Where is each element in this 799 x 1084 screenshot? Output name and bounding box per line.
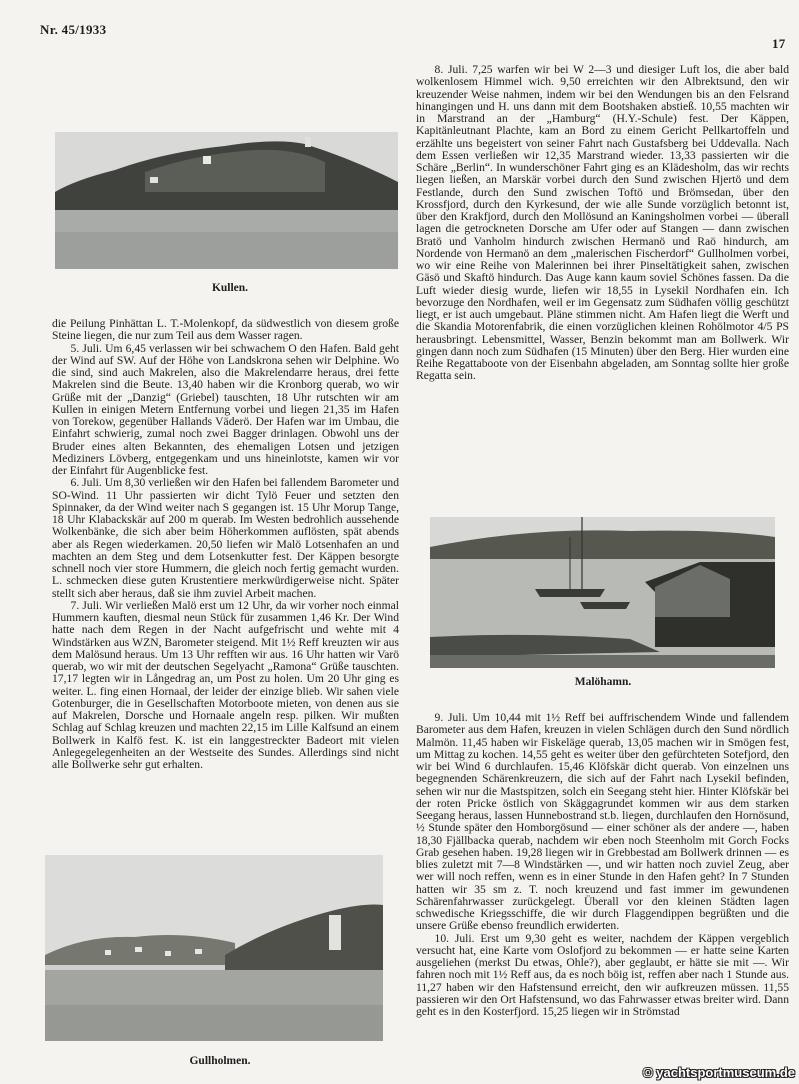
caption-malohamn: Malöhamn.: [574, 676, 632, 688]
paragraph: 10. Juli. Erst um 9,30 geht es weiter, nachdem der Käppen vergeblich versucht hat, eine Karte vom Oslofjord zu bekommen — er hatte seine Karten ausgeliehen (merkst Du etwas, Ohle?), aber geglaubt, er hätte sie mit —. Wir fahren noch mit 1½ Reff aus, da es noch böig ist, reffen aber nach 1 Stunde aus. 11,27 haben wir den Hafstensund erreicht, den wir aufkreuzen müssen. 11,55 passieren wir den Ort Hafstensund, wo das Fahrwasser etwas breiter wird. Dann geht es in den Kosterfjord. 15,25 liegen wir in Strömstad: [416, 931, 789, 1018]
page-number: 17: [772, 36, 786, 51]
paragraph: 5. Juli. Um 6,45 verlassen wir bei schwachem O den Hafen. Bald geht der Wind auf SW. Auf der Höhe von Landskrona sehen wir Delphine. Wo die sind, sind auch Makrelen, also die Makrelendarre heraus, drei fette Makrelen sind die Beute. 13,40 haben wir die Kronborg querab, wo wir Grüße mit der „Danzig“ (Griebel) tauschten, 18 Uhr rutschten wir am Kullen in einigen Metern Entfernung vorbei und liegen 21,35 im Hafen von Torekow, gegenüber Hallands Väderö. Der Hafen war im Umbau, die Einfahrt schwierig, zumal noch zwei Bagger drinlagen. Obwohl uns der Bruder eines alten Bekannten, des ehemaligen Lotsen und jetzigen Mediziners Lövberg, entgegenkam und uns hineinlotste, kamen wir vor der Einfahrt für Augenblicke fest.: [52, 341, 399, 477]
left-column-text: [52, 318, 399, 771]
paragraph: die Peilung Pinhättan L. T.-Molenkopf, da südwestlich von diesem große Steine liegen, die nur zum Teil aus dem Wasser ragen.: [52, 317, 399, 343]
paragraph: 6. Juli. Um 8,30 verließen wir den Hafen bei fallendem Barometer und SO-Wind. 11 Uhr passierten wir dicht Tylö Feuer und setzten den Spinnaker, da der Wind weiter nach S gegangen ist. 15 Uhr Morup Tange, 18 Uhr Klabackskär auf 200 m querab. Im Westen bedrohlich aussehende Wolkenbänke, die sich aber beim Höherkommen auflösten, spät abends aber als Regen wiederkamen. 20,50 liefen wir Malö Lotsenhafen an und machten an dem Steg und dem Lotsenkutter fest. Der Käppen besorgte schnell noch vier store Hummern, die gleich noch fertig gemacht wurden. L. schmecken diese guten Krustentiere merkwürdigerweise nicht. Später stellt sich aber heraus, daß sie ihm zuviel Arbeit machen.: [52, 476, 399, 600]
right-column-text-bottom: [416, 712, 789, 1018]
caption-kullen: Kullen.: [211, 282, 249, 294]
right-column-text-top: [416, 64, 789, 383]
watermark: © yachtsportmuseum.de: [643, 1065, 795, 1080]
photo-kullen: [55, 132, 398, 269]
photo-gullholmen: [45, 855, 383, 1041]
paragraph: 7. Juli. Wir verließen Malö erst um 12 Uhr, da wir vorher noch einmal Hummern kauften, diesmal neun Stück für zusammen 1,46 Kr. Der Wind hatte nach dem Regen in der Nacht aufgefrischt und wehte mit 4 Windstärken aus WZN, Barometer steigend. Mit 1½ Reff kreuzten wir aus dem Malösund heraus. Um 13 Uhr refften wir aus. 16 Uhr hatten wir Varö querab, wo wir mit der deutschen Segelyacht „Ramona“ Grüße tauschten. 17,17 legten wir in Långedrag an, um Post zu holen. Um 20 Uhr ging es weiter. L. fing einen Hornaal, der leider der einzige blieb. Wir sahen viele Gotenburger, die in Gesellschaften Motorboote mieten, von denen aus sie auf Makrelen, Dorsche und Hornaale angeln resp. pilken. Wir mußten Schlag auf Schlag kreuzen und machten 22,15 im Lille Kalfsund an einem Bollwerk in Kalfö fest. K. ist ein langgestreckter Badeort mit vielen Anlegegelegenheiten an der Westseite des Sundes. Allerdings sind nicht alle Bollwerke sehr gut erhalten.: [52, 598, 399, 771]
photo-malohamn: [430, 517, 775, 668]
issue-number: Nr. 45/1933: [40, 22, 107, 37]
paragraph: 9. Juli. Um 10,44 mit 1½ Reff bei auffrischendem Winde und fallendem Barometer aus dem Hafen, kreuzen in vielen Schlägen durch den Sund nördlich Malmön. 11,45 haben wir Fiskeläge querab, 13,05 machen wir in Smögen fest, um Mittag zu kochen. 14,55 geht es weiter über den gefürchteten Sotefjord, den wir bei Wind 6 durchlaufen. 15,46 Klöfskär dicht querab. Von einzelnen uns begegnenden Schärenkreuzern, die sich auf der Fahrt nach Lysekil befinden, sehen wir nur die Mastspitzen, solch ein Seegang steht hier. Hinter Klöfskär bei der roten Pricke östlich von Skäggagrundet kommen wir aus dem starken Seegang heraus, lassen Hunnebostrand st.b. liegen, durchlaufen den Hornösund, ½ Stunde später den Homborgösund — einer schöner als der andere —, haben 18,30 Fjällbacka querab, nachdem wir eben noch Steenholm mit Gorch Focks Grab gesehen haben. 19,28 liegen wir in Grebbestad am Bollwerk drinnen — es blies zuletzt mit 7—8 Windstärken —, und wir hatten noch zuviel Zeug, aber wer will noch reffen, wenn es in einer Stunde in den Hafen geht? In 7 Stunden hatten wir 35 sm z. T. noch kreuzend und fast immer im gewundenen Schärenfahrwasser zurückgelegt. Überall vor den kleinen Städten lagen schwedische Kriegsschiffe, die wir durch Flaggendippen begrüßten und die unsere Grüße ebenso freundlich erwiderten.: [416, 711, 789, 933]
caption-gullholmen: Gullholmen.: [189, 1055, 251, 1067]
paragraph: 8. Juli. 7,25 warfen wir bei W 2—3 und diesiger Luft los, die aber bald wolkenlosem Himmel wich. 9,50 erreichten wir den Albrektsund, den wir kreuzender Weise nahmen, indem wir bei den Wendungen bis an den Felsrand hinangingen und H. uns dann mit dem Bootshaken abstieß. 10,55 machten wir in Marstrand an der „Hamburg“ (H.Y.-Schule) fest. Der Käppen, Kapitänleutnant Plachte, kam an Bord zu einem Gericht Pellkartoffeln und erzählte uns begeistert von seiner Fahrt nach Gustafsberg bei Uddevalla. Nach dem Essen verließen wir 12,35 Marstrand wieder. 13,33 passierten wir die Schäre „Berlin“. In wunderschöner Fahrt ging es an Klädesholm, das wir rechts liegen ließen, an Marskär vorbei durch den Sund zwischen Hjertö und dem Festlande, durch den Sund zwischen Toftö und Brömsedan, über den Krossfjord, durch den Kyrkesund, der wie alle Sunde vorzüglich betonnt ist, über den Krakfjord, durch den Mollösund an Kaningsholmen vorbei — überall lagen die getrockneten Dorsche am Ufer oder auf Stangen — dann zwischen Bratö und Vanholm hindurch zwischen Hermanö und Raö hindurch, am Nordende von Hermanö an dem „malerischen Fischerdorf“ Gullholmen vorbei, wo wir eine Reihe von Malerinnen bei ihrer Pinseltätigkeit sahen, zwischen Gäsö und Skaftö hindurch. Das Auge kann kaum soviel Schönes fassen. Da die Luft wieder diesig wurde, liefen wir 18,55 in Lysekil Nordhafen ein. Ich bevorzuge den Nordhafen, weil er im Gegensatz zum Südhafen völlig geschützt liegt, er ist auch umgebaut. Pläne stimmen nicht. Am Hafen liegt die Werft und die Skandia Motorenfabrik, die einen vorzüglichen kleinen Rohölmotor 4/5 PS herausbringt. Lebensmittel, Wasser, Benzin bekommt man am Bollwerk. Wir gingen dann noch zum Südhafen (15 Minuten) über den Berg. Hier wurden eine Reihe Regattaboote von der Eisenbahn abgeladen, am Sonntag sollte hier große Regatta sein.: [416, 63, 789, 383]
